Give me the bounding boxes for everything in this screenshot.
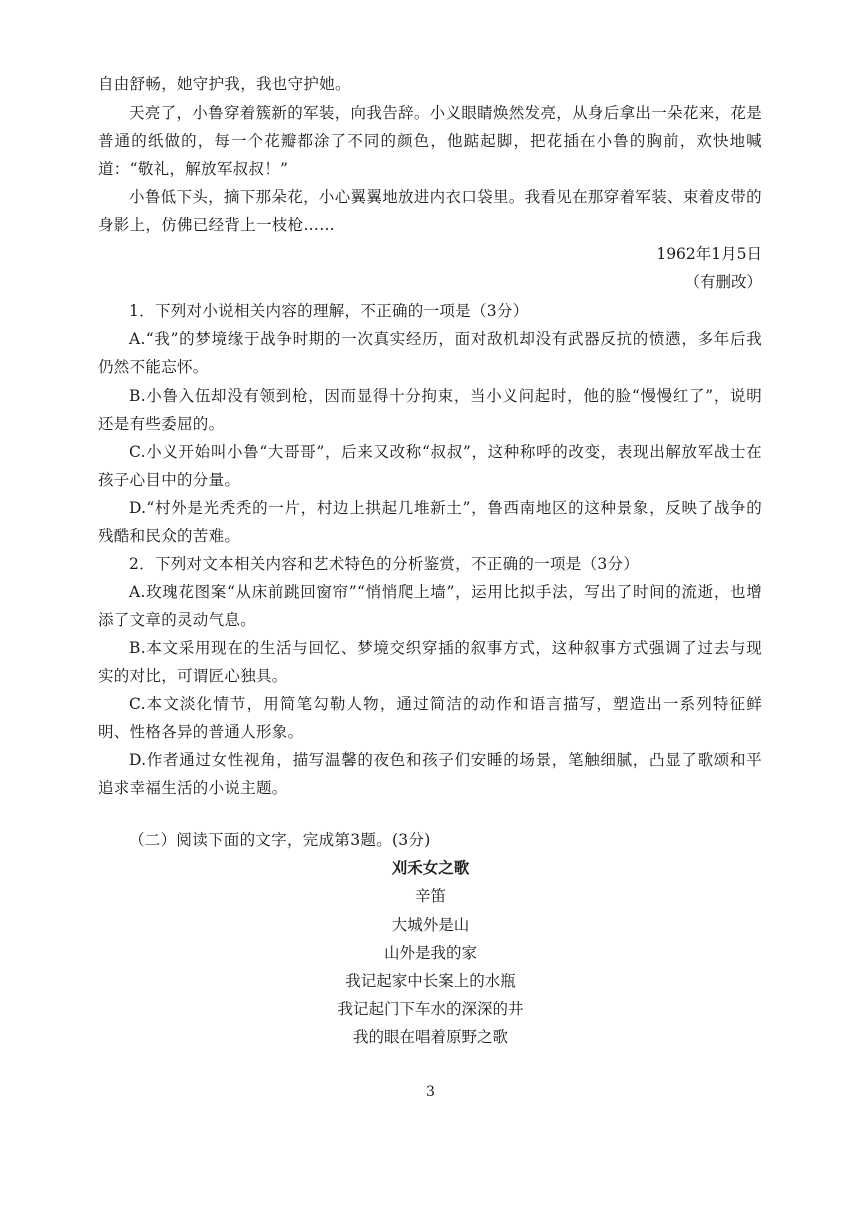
question-2-option-b: B.本文采用现在的生活与回忆、梦境交织穿插的叙事方式，这种叙事方式强调了过去与现实的对比，可谓匠心独具。 xyxy=(98,639,762,685)
poem-line: 大城外是山 xyxy=(391,916,470,934)
page-number: 3 xyxy=(426,1084,435,1100)
poem-line: 我记起家中长案上的水瓶 xyxy=(345,972,516,990)
story-revision-note: （有删改） xyxy=(684,273,762,291)
question-1-option-a: A.“我”的梦境缘于战争时期的一次真实经历，面对敌机却没有武器反抗的愤懑，多年后我仍然不能忘怀。 xyxy=(98,330,762,376)
question-2-option-c: C.本文淡化情节，用简笔勾勒人物，通过简洁的动作和语言描写，塑造出一系列特征鲜明、性格各异的普通人形象。 xyxy=(98,695,762,741)
story-paragraph-1: 天亮了，小鲁穿着簇新的军装，向我告辞。小义眼睛焕然发亮，从身后拿出一朵花来，花是普通的纸做的，每一个花瓣都涂了不同的颜色，他踮起脚，把花插在小鲁的胸前，欢快地喊道：“敬礼，解放军叔叔！” xyxy=(98,104,762,178)
story-date: 1962年1月5日 xyxy=(656,245,762,263)
question-1-stem: 1．下列对小说相关内容的理解，不正确的一项是（3分） xyxy=(129,302,529,320)
question-2-option-a: A.玫瑰花图案“从床前跳回窗帘”“悄悄爬上墙”，运用比拟手法，写出了时间的流逝，也增添了文章的灵动气息。 xyxy=(98,583,762,629)
poem-title: 刈禾女之歌 xyxy=(391,858,470,877)
question-1-option-d: D.“村外是光秃秃的一片，村边上拱起几堆新土”，鲁西南地区的这种景象，反映了战争的残酷和民众的苦难。 xyxy=(98,499,762,545)
poem-author: 辛笛 xyxy=(414,887,446,905)
poem-line: 山外是我的家 xyxy=(383,944,477,962)
question-2-option-d: D.作者通过女性视角，描写温馨的夜色和孩子们安睡的场景，笔触细腻，凸显了歌颂和平追求幸福生活的小说主题。 xyxy=(98,751,762,797)
question-1-option-b: B.小鲁入伍却没有领到枪，因而显得十分拘束，当小义问起时，他的脸“慢慢红了”，说明还是有些委屈的。 xyxy=(98,387,762,433)
section-2-heading: （二）阅读下面的文字，完成第3题。(3分) xyxy=(129,831,431,849)
question-1-option-c: C.小义开始叫小鲁“大哥哥”，后来又改称“叔叔”，这种称呼的改变，表现出解放军战士在孩子心目中的分量。 xyxy=(98,443,762,489)
question-2-stem: 2．下列对文本相关内容和艺术特色的分析鉴赏，不正确的一项是（3分） xyxy=(129,555,640,573)
story-line-top: 自由舒畅，她守护我，我也守护她。 xyxy=(98,75,351,93)
poem-line: 我记起门下车水的深深的井 xyxy=(337,1000,524,1018)
story-paragraph-2: 小鲁低下头，摘下那朵花，小心翼翼地放进内衣口袋里。我看见在那穿着军装、束着皮带的身影上，仿佛已经背上一枝枪…… xyxy=(98,188,762,234)
poem-line: 我的眼在唱着原野之歌 xyxy=(352,1028,508,1046)
